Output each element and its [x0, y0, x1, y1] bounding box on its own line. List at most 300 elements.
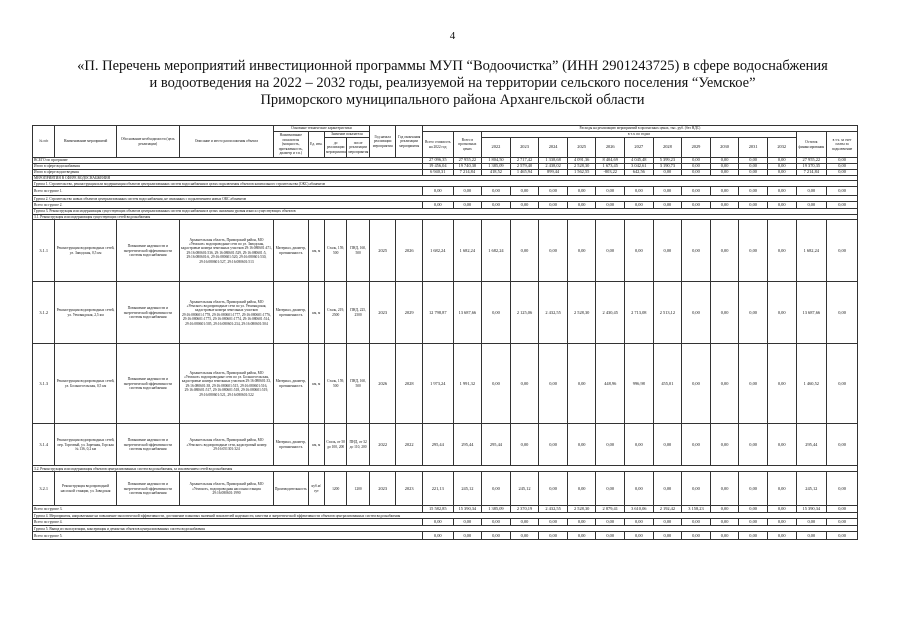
cost-value: 0,00	[710, 519, 739, 526]
cost-value: 0,00	[682, 158, 711, 164]
cost-value: 0,00	[625, 220, 654, 282]
investment-table	[32, 125, 858, 540]
cost-value: 0,00	[510, 424, 539, 466]
cost-value: 0,00	[567, 424, 596, 466]
cost-value: 0,00	[710, 170, 739, 176]
header-after: после реализации мероприятия	[347, 138, 369, 158]
cost-value: 0,00	[682, 170, 711, 176]
cost-value: 1 562,55	[567, 170, 596, 176]
summary-row	[33, 532, 858, 540]
cost-value: 0,00	[739, 202, 768, 209]
cost-value: 0,00	[827, 506, 858, 513]
item-number: 3.1.1	[33, 220, 55, 282]
cost-value: 0,00	[596, 472, 625, 506]
cost-value: 0,00	[422, 519, 453, 526]
header-including: в т.ч. по годам	[482, 132, 796, 138]
cost-value: 0,00	[739, 532, 768, 540]
item-unit: км, м	[308, 282, 324, 344]
item-after: ПНД, от 32 до 110, 200	[347, 424, 369, 466]
cost-value: 0,00	[767, 344, 796, 424]
item-param: Материал, диаметр, протяженность	[273, 424, 308, 466]
cost-value: 0,00	[796, 519, 827, 526]
cost-value: 0,00	[453, 519, 482, 526]
group-heading-text: Группа 1. Строительство, реконструкция или модернизация объектов централизованных систем водоснабжения в целях подключения объектов капитального строительства (ОКС) абонентов	[33, 181, 858, 187]
cost-value: 13 687,66	[453, 282, 482, 344]
cost-value: 0,00	[596, 532, 625, 540]
cost-value: 0,00	[827, 170, 858, 176]
cost-value: 0,00	[767, 506, 796, 513]
header-year: 2025	[567, 138, 596, 158]
cost-value: 2 432,55	[539, 506, 568, 513]
row-label: Итого в сфере водоотведения	[33, 170, 423, 176]
group-heading-text: Группа 2. Строительство новых объектов централизованных систем водоснабжения, не связанных с подключением новых ОКС абонентов	[33, 196, 858, 202]
cost-value: 0,00	[767, 164, 796, 170]
item-before: Сталь, 219, 2500	[324, 282, 346, 344]
cost-value: 27 955,22	[453, 158, 482, 164]
cost-value: 13 687,66	[796, 282, 827, 344]
cost-value: 0,00	[653, 519, 682, 526]
item-description: Архангельская область, Приморский район, МО «Уемское» водопроводные сети по ул. Уемляндская, кадастровые номера земельных участков 29:16:080601:1778, 29:16:080601:1777, 29:16:080601:1776, 29:16:080601:1775, 29:16:080601:1774, 29:16:080601:514, 29:16:080601:505, 29:16:080601:234, 29:16:080601:504	[179, 282, 273, 344]
summary-row	[33, 187, 858, 196]
cost-value: 2 513,12	[653, 282, 682, 344]
cost-value: 0,00	[767, 472, 796, 506]
cost-value: 1 673,45	[596, 164, 625, 170]
summary-row	[33, 202, 858, 209]
title-line-3: Приморского муниципального района Архангельской области	[260, 92, 645, 108]
cost-value: 0,00	[653, 532, 682, 540]
cost-value: 0,00	[539, 202, 568, 209]
cost-value: 0,00	[453, 532, 482, 540]
cost-value: 2 432,55	[539, 282, 568, 344]
cost-value: 2 528,30	[567, 506, 596, 513]
header-year: 2022	[482, 138, 511, 158]
cost-value: 5 399,23	[653, 158, 682, 164]
item-name: Реконструкция водопроводных сетей, ул. Заводская, 0,5 км	[55, 220, 116, 282]
cost-value: 1 460,52	[796, 344, 827, 424]
cost-value: 221,13	[422, 472, 453, 506]
item-justification: Повышение надежности и энергетической эффективности системы водоснабжения	[116, 424, 179, 466]
cost-value: 0,00	[710, 202, 739, 209]
item-end-year: 2026	[396, 220, 423, 282]
item-before: Сталь, 159, 500	[324, 344, 346, 424]
cost-value: 899,44	[539, 170, 568, 176]
cost-value: 15 390,34	[796, 506, 827, 513]
cost-value: 0,00	[510, 344, 539, 424]
cost-value: 1 682,24	[796, 220, 827, 282]
cost-value: 245,12	[796, 472, 827, 506]
header-year: 2032	[767, 138, 796, 158]
cost-value: 996,98	[625, 344, 654, 424]
cost-value: 1 385,09	[482, 164, 511, 170]
cost-value: 1 804,50	[482, 158, 511, 164]
cost-value: 0,00	[767, 220, 796, 282]
cost-value: 0,00	[482, 344, 511, 424]
header-year: 2026	[596, 138, 625, 158]
cost-value: 0,00	[596, 424, 625, 466]
header-total-cost: Всего стоимость на 2022 год	[422, 132, 453, 158]
cost-value: 0,00	[482, 282, 511, 344]
cost-value: 0,00	[739, 220, 768, 282]
header-year: 2028	[653, 138, 682, 158]
table-row	[33, 344, 858, 424]
cost-value: 27 955,22	[796, 158, 827, 164]
cost-value: 19 456,04	[422, 164, 453, 170]
cost-value: 2 717,42	[510, 158, 539, 164]
cost-value: 0,00	[682, 187, 711, 196]
cost-value: 4 045,48	[625, 158, 654, 164]
cost-value: 0,00	[739, 506, 768, 513]
cost-value: 2 430,45	[596, 282, 625, 344]
cost-value: 1 682,24	[422, 220, 453, 282]
item-start-year: 2025	[369, 220, 396, 282]
cost-value: 0,00	[827, 202, 858, 209]
cost-value: 8 404,69	[596, 158, 625, 164]
cost-value: 0,00	[539, 187, 568, 196]
item-param: Материал, диаметр, протяженность	[273, 282, 308, 344]
item-before: Сталь, 159, 500	[324, 220, 346, 282]
cost-value: 0,00	[710, 424, 739, 466]
cost-value: 0,00	[739, 344, 768, 424]
cost-value: 0,00	[739, 164, 768, 170]
cost-value: 0,00	[539, 472, 568, 506]
cost-value: 15 582,85	[422, 506, 453, 513]
cost-value: 0,00	[539, 532, 568, 540]
cost-value: 0,00	[682, 220, 711, 282]
cost-value: 19 370,35	[796, 164, 827, 170]
header-values: Значение показателя	[324, 132, 369, 138]
item-name: Реконструкция водопроводных сетей, ул. Большесельская, 0,5 км	[55, 344, 116, 424]
header-name: Наименование мероприятий	[55, 126, 116, 158]
cost-value: 0,00	[482, 202, 511, 209]
item-justification: Повышение надежности и энергетической эффективности системы водоснабжения	[116, 344, 179, 424]
item-description: Архангельская область, Приморский район, МО «Уемское», водопроводная насосная станция 29:16:080601:1990	[179, 472, 273, 506]
cost-value: 2 528,30	[567, 164, 596, 170]
cost-value: 0,00	[653, 202, 682, 209]
cost-value: 2 879,41	[596, 506, 625, 513]
item-justification: Повышение надежности и энергетической эффективности системы водоснабжения	[116, 220, 179, 282]
cost-value: 1 991,32	[453, 344, 482, 424]
cost-value: 19 740,38	[453, 164, 482, 170]
cost-value: 4 091,36	[567, 158, 596, 164]
cost-value: 2 125,06	[510, 282, 539, 344]
cost-value: 2 579,40	[510, 164, 539, 170]
item-after: 1200	[347, 472, 369, 506]
cost-value: 0,00	[453, 202, 482, 209]
item-name: Реконструкция водопроводных сетей, пер. Торговый, ул. Заречная, Горская № 136, 0,2 км	[55, 424, 116, 466]
item-number: 3.1.4	[33, 424, 55, 466]
cost-value: 0,00	[567, 220, 596, 282]
item-param: Материал, диаметр, протяженность	[273, 220, 308, 282]
cost-value: 0,00	[482, 532, 511, 540]
cost-value: 0,00	[827, 158, 858, 164]
item-start-year: 2022	[369, 424, 396, 466]
cost-value: 0,00	[796, 202, 827, 209]
cost-value: 0,00	[739, 472, 768, 506]
cost-value: 0,00	[653, 424, 682, 466]
cost-value: 0,00	[482, 472, 511, 506]
cost-value: 12 798,87	[422, 282, 453, 344]
cost-value: 1 465,94	[510, 170, 539, 176]
cost-value: 0,00	[739, 282, 768, 344]
cost-value: 3 158,23	[682, 506, 711, 513]
cost-value: 0,00	[682, 532, 711, 540]
cost-value: 0,00	[682, 519, 711, 526]
table-row	[33, 472, 858, 506]
cost-value: 0,00	[422, 202, 453, 209]
header-costs: Расходы на реализацию мероприятий в прогнозных ценах, тыс. руб. (без НДС)	[422, 126, 857, 132]
table-row	[33, 424, 858, 466]
cost-value: 0,00	[796, 187, 827, 196]
cost-value: 0,00	[682, 202, 711, 209]
cost-value: 0,00	[710, 532, 739, 540]
header-no: № п/п	[33, 126, 55, 158]
cost-value: 0,00	[739, 519, 768, 526]
cost-value: -803,22	[596, 170, 625, 176]
cost-value: 1 682,24	[482, 220, 511, 282]
header-tech: Основные технические характеристики	[273, 126, 369, 132]
title-line-2: и водоотведения на 2022 – 2032 годы, реализуемой на территории сельского поселения “Уемское”	[149, 75, 756, 91]
header-justification: Обоснование необходимости (цель реализации)	[116, 126, 179, 158]
item-after: ПНД, 160, 500	[347, 220, 369, 282]
cost-value: 1 385,09	[482, 506, 511, 513]
item-number: 3.1.3	[33, 344, 55, 424]
item-end-year: 2029	[396, 282, 423, 344]
cost-value: 7 214,84	[796, 170, 827, 176]
cost-value: 0,00	[827, 164, 858, 170]
cost-value: 7 214,84	[453, 170, 482, 176]
cost-value: 2 192,42	[653, 506, 682, 513]
cost-value: 0,00	[653, 187, 682, 196]
cost-value: 418,52	[482, 170, 511, 176]
cost-value: 0,00	[827, 220, 858, 282]
item-description: Архангельская область, Приморский район, МО «Уемское» водопроводные сети, кадастровый номер 29:16:051301:324	[179, 424, 273, 466]
header-remaining: Всего в прогнозных ценах	[453, 132, 482, 158]
cost-value: 0,00	[710, 164, 739, 170]
cost-value: 2 528,30	[567, 282, 596, 344]
cost-value: 0,00	[767, 282, 796, 344]
header-incl-loan: в т.ч. за счет платы за подключение	[827, 132, 858, 158]
cost-value: 0,00	[682, 472, 711, 506]
item-description: Архангельская область, Приморский район, МО «Уемское» водопроводные сети по ул. Заводская, кадастровые номера земельных участков 29:16:080601:471, 29:16:080601:536, 29:16:080601:529, 29:16:080601:5, 29:16:080601:6, 29:16:080601:520, 29:16:080601:530, 29:16:080601:527, 29:16:080601:513	[179, 220, 273, 282]
cost-value: 0,00	[827, 472, 858, 506]
cost-value: 0,00	[625, 424, 654, 466]
page-number: 4	[449, 30, 456, 42]
cost-value: 0,00	[625, 202, 654, 209]
row-label: Всего по группе 4.	[33, 519, 423, 526]
cost-value: 0,00	[710, 220, 739, 282]
cost-value: 0,00	[539, 519, 568, 526]
item-start-year: 2023	[369, 282, 396, 344]
cost-value: 295,44	[796, 424, 827, 466]
cost-value: 0,00	[625, 519, 654, 526]
cost-value: 455,01	[653, 344, 682, 424]
cost-value: 0,00	[422, 187, 453, 196]
item-name: Реконструкция водопроводных сетей, ул. Уемляндская, 2,5 км	[55, 282, 116, 344]
cost-value: 0,00	[653, 472, 682, 506]
header-description: Описание и место расположения объекта	[179, 126, 273, 158]
header-before: до реализации мероприятия	[324, 138, 346, 158]
cost-value: 0,00	[453, 187, 482, 196]
header-param: Наименование показателя (мощность, протяженность, диаметр и т.п.)	[273, 132, 308, 158]
cost-value: 0,00	[682, 424, 711, 466]
cost-value: 1 973,24	[422, 344, 453, 424]
item-unit: куб.м/сут	[308, 472, 324, 506]
item-number: 3.1.2	[33, 282, 55, 344]
cost-value: 15 390,34	[453, 506, 482, 513]
cost-value: 0,00	[767, 519, 796, 526]
cost-value: 0,00	[682, 344, 711, 424]
cost-value: 0,00	[710, 506, 739, 513]
item-end-year: 2022	[396, 424, 423, 466]
row-label: Всего по группе 2.	[33, 202, 423, 209]
cost-value: 0,00	[625, 472, 654, 506]
item-justification: Повышение надежности и энергетической эффективности системы водоснабжения	[116, 472, 179, 506]
cost-value: 0,00	[710, 282, 739, 344]
section-title-text: МЕРОПРИЯТИЯ В СФЕРЕ ВОДОСНАБЖЕНИЯ	[33, 176, 858, 181]
summary-row	[33, 506, 858, 513]
header-year: 2023	[510, 138, 539, 158]
cost-value: 0,00	[567, 472, 596, 506]
cost-value: 0,00	[710, 187, 739, 196]
header-year: 2027	[625, 138, 654, 158]
document-title	[30, 58, 875, 109]
row-label: Всего по группе 3.	[33, 506, 423, 513]
cost-value: 0,00	[596, 187, 625, 196]
cost-value: 245,12	[510, 472, 539, 506]
cost-value: 0,00	[827, 519, 858, 526]
cost-value: 0,00	[767, 170, 796, 176]
cost-value: 2 438,02	[539, 164, 568, 170]
cost-value: 1 682,24	[453, 220, 482, 282]
cost-value: 0,00	[710, 158, 739, 164]
cost-value: 2 370,19	[510, 506, 539, 513]
header-unit: Ед. изм.	[308, 132, 324, 158]
cost-value: 0,00	[653, 170, 682, 176]
cost-value: 448,96	[596, 344, 625, 424]
cost-value: 0,00	[796, 532, 827, 540]
cost-value: 0,00	[827, 344, 858, 424]
row-label: ВСЕГО по программе	[33, 158, 423, 164]
cost-value: 0,00	[710, 344, 739, 424]
item-after: ПНД, 225, 2500	[347, 282, 369, 344]
item-start-year: 2026	[369, 344, 396, 424]
cost-value: 0,00	[625, 187, 654, 196]
group-heading-text: Группа 5. Вывод из эксплуатации, консервация и демонтаж объектов централизованных систем водоснабжения	[33, 526, 858, 532]
cost-value: 0,00	[596, 519, 625, 526]
group-heading-text: Группа 3. Реконструкция или модернизация существующих объектов централизованных систем водоснабжения в целях снижения уровня износа существующих объектов	[33, 209, 858, 214]
cost-value: 0,00	[739, 170, 768, 176]
cost-value: 0,00	[422, 532, 453, 540]
header-year: 2024	[539, 138, 568, 158]
cost-value: 0,00	[827, 424, 858, 466]
header-end-year: Год окончания реализации мероприятия	[396, 126, 423, 158]
cost-value: 0,00	[739, 158, 768, 164]
cost-value: 0,00	[739, 187, 768, 196]
item-end-year: 2028	[396, 344, 423, 424]
item-justification: Повышение надежности и энергетической эффективности системы водоснабжения	[116, 282, 179, 344]
cost-value: 6 940,31	[422, 170, 453, 176]
cost-value: 0,00	[653, 220, 682, 282]
cost-value: 0,00	[682, 282, 711, 344]
cost-value: 0,00	[767, 158, 796, 164]
subgroup-heading-text: 3.2. Реконструкция или модернизация объектов централизованных систем водоснабжения, за исключением сетей водоснабжения	[33, 466, 858, 472]
item-param: Материал, диаметр, протяженность	[273, 344, 308, 424]
cost-value: 0,00	[767, 202, 796, 209]
item-end-year: 2023	[396, 472, 423, 506]
header-remaining-fin: Остаток финансирования	[796, 132, 827, 158]
cost-value: 245,12	[453, 472, 482, 506]
cost-value: 0,00	[510, 532, 539, 540]
cost-value: 642,56	[625, 170, 654, 176]
cost-value: 3 610,06	[625, 506, 654, 513]
item-start-year: 2023	[369, 472, 396, 506]
header-year: 2030	[710, 138, 739, 158]
cost-value: 0,00	[539, 424, 568, 466]
cost-value: 0,00	[827, 532, 858, 540]
item-unit: км, м	[308, 344, 324, 424]
item-name: Реконструкция водопроводной насосной станции, ул. Заводская	[55, 472, 116, 506]
cost-value: 3 042,61	[625, 164, 654, 170]
item-unit: км, м	[308, 424, 324, 466]
item-after: ПНД, 160, 500	[347, 344, 369, 424]
title-line-1: «П. Перечень мероприятий инвестиционной программы МУП “Водоочистка” (ИНН 2901243725) в сфере водоснабжения	[77, 58, 828, 74]
cost-value: 0,00	[567, 202, 596, 209]
cost-value: 0,00	[596, 220, 625, 282]
cost-value: 0,00	[510, 519, 539, 526]
cost-value: 0,00	[482, 187, 511, 196]
cost-value: 0,00	[539, 220, 568, 282]
cost-value: 0,00	[482, 519, 511, 526]
item-before: 1200	[324, 472, 346, 506]
cost-value: 3 190,73	[653, 164, 682, 170]
cost-value: 0,00	[767, 187, 796, 196]
cost-value: 295,44	[453, 424, 482, 466]
cost-value: 0,00	[625, 532, 654, 540]
row-label: Итого в сфере водоснабжения	[33, 164, 423, 170]
cost-value: 0,00	[827, 282, 858, 344]
item-description: Архангельская область, Приморский район, МО «Уемское» водопроводные сети по ул. Большесельская, кадастровые номера земельных участков 29:16:080601:33, 29:16:080601:38, 29:16:080601:515, 29:16:080601:516, 29:16:080601:517, 29:16:080601:518, 29:16:080601:519, 29:16:080601:521, 29:16:080601:522	[179, 344, 273, 424]
item-unit: км, м	[308, 220, 324, 282]
cost-value: 1 338,68	[539, 158, 568, 164]
cost-value: 0,00	[567, 532, 596, 540]
header-year: 2029	[682, 138, 711, 158]
item-param: Производительность	[273, 472, 308, 506]
cost-value: 0,00	[827, 187, 858, 196]
item-before: Сталь, от 50 до 100, 200	[324, 424, 346, 466]
header-start-year: Год начала реализации мероприятия	[369, 126, 396, 158]
cost-value: 0,00	[710, 472, 739, 506]
cost-value: 0,00	[510, 202, 539, 209]
cost-value: 0,00	[510, 220, 539, 282]
group-heading-text: Группа 4. Мероприятия, направленные на повышение экологической эффективности, достижение плановых значений показателей надежности, качества и энергетической эффективности объектов централизованных систем водоснабжения	[33, 513, 858, 519]
cost-value: 295,44	[482, 424, 511, 466]
cost-value: 295,44	[422, 424, 453, 466]
summary-row	[33, 519, 858, 526]
cost-value: 0,00	[567, 187, 596, 196]
cost-value: 0,00	[567, 519, 596, 526]
table-row	[33, 220, 858, 282]
header-year: 2031	[739, 138, 768, 158]
cost-value: 0,00	[596, 202, 625, 209]
cost-value: 0,00	[682, 164, 711, 170]
row-label: Всего по группе 1.	[33, 187, 423, 196]
cost-value: 0,00	[567, 344, 596, 424]
cost-value: 2 713,08	[625, 282, 654, 344]
cost-value: 0,00	[539, 344, 568, 424]
item-number: 3.2.1	[33, 472, 55, 506]
cost-value: 27 096,35	[422, 158, 453, 164]
cost-value: 0,00	[510, 187, 539, 196]
